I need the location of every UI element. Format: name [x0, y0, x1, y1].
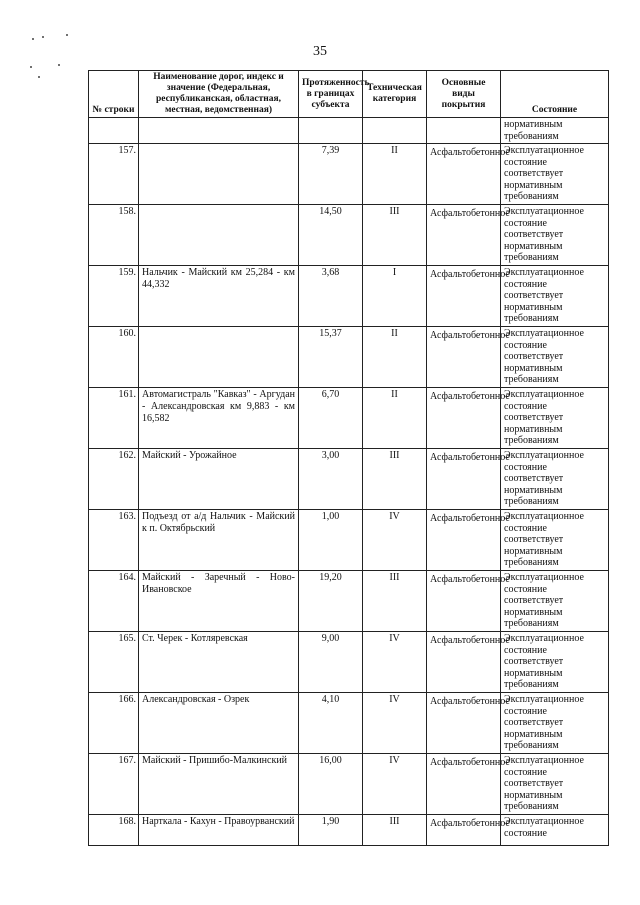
road-surface: Асфальтобетонное	[427, 571, 501, 632]
road-length: 6,70	[299, 388, 363, 449]
road-length: 14,50	[299, 205, 363, 266]
header-row-number: № строки	[89, 71, 139, 118]
road-category: I	[363, 266, 427, 327]
road-category: III	[363, 449, 427, 510]
road-surface: Асфальтобетонное	[427, 388, 501, 449]
table-header-row	[89, 71, 609, 118]
road-name: Александровская - Озрек	[139, 693, 299, 754]
carry-over-row	[89, 118, 609, 144]
road-state: Эксплуатационное состояние соответствует нормативным требованиям	[501, 144, 609, 205]
table-row	[89, 266, 609, 327]
road-category: II	[363, 144, 427, 205]
road-category: IV	[363, 632, 427, 693]
road-state: Эксплуатационное состояние соответствует нормативным требованиям	[501, 205, 609, 266]
table-row	[89, 754, 609, 815]
road-state: Эксплуатационное состояние соответствует нормативным требованиям	[501, 632, 609, 693]
row-number: 160.	[89, 327, 139, 388]
table-row	[89, 144, 609, 205]
road-name: Ст. Черек - Котляревская	[139, 632, 299, 693]
road-state: Эксплуатационное состояние соответствует нормативным требованиям	[501, 449, 609, 510]
row-number: 166.	[89, 693, 139, 754]
road-surface: Асфальтобетонное	[427, 510, 501, 571]
carry-over-state: нормативным требованиям	[501, 118, 609, 144]
road-surface: Асфальтобетонное	[427, 693, 501, 754]
scan-specks	[28, 30, 88, 90]
road-length: 16,00	[299, 754, 363, 815]
road-category: III	[363, 205, 427, 266]
header-surface: Основные виды покрытия	[427, 71, 501, 118]
road-length: 4,10	[299, 693, 363, 754]
road-state: Эксплуатационное состояние	[501, 815, 609, 846]
table-row	[89, 510, 609, 571]
row-number: 159.	[89, 266, 139, 327]
road-name	[139, 205, 299, 266]
road-name: Подъезд от а/д Нальчик - Майский к п. Октябрьский	[139, 510, 299, 571]
road-length: 1,00	[299, 510, 363, 571]
road-category: II	[363, 388, 427, 449]
table-row	[89, 693, 609, 754]
road-category: IV	[363, 754, 427, 815]
road-name: Майский - Заречный - Ново-Ивановское	[139, 571, 299, 632]
road-name	[139, 327, 299, 388]
row-number: 161.	[89, 388, 139, 449]
road-category: III	[363, 571, 427, 632]
road-category: IV	[363, 510, 427, 571]
road-state: Эксплуатационное состояние соответствует нормативным требованиям	[501, 388, 609, 449]
road-surface: Асфальтобетонное	[427, 327, 501, 388]
table-row	[89, 815, 609, 846]
table-row	[89, 571, 609, 632]
header-state: Состояние	[501, 71, 609, 118]
row-number: 167.	[89, 754, 139, 815]
road-length: 1,90	[299, 815, 363, 846]
table-row	[89, 449, 609, 510]
road-name: Нальчик - Майский км 25,284 - км 44,332	[139, 266, 299, 327]
table-row	[89, 327, 609, 388]
road-name: Нарткала - Кахун - Правоурванский	[139, 815, 299, 846]
road-state: Эксплуатационное состояние соответствует нормативным требованиям	[501, 266, 609, 327]
road-surface: Асфальтобетонное	[427, 144, 501, 205]
road-category: III	[363, 815, 427, 846]
page-number: 35	[313, 44, 327, 59]
road-name: Майский - Пришибо-Малкинский	[139, 754, 299, 815]
road-name: Автомагистраль "Кавказ" - Аргудан - Александровская км 9,883 - км 16,582	[139, 388, 299, 449]
road-surface: Асфальтобетонное	[427, 266, 501, 327]
header-road-name: Наименование дорог, индекс и значение (Федеральная, республиканская, областная, местная, ведомственная)	[139, 71, 299, 118]
header-category: Техническая категория	[363, 71, 427, 118]
road-state: Эксплуатационное состояние соответствует нормативным требованиям	[501, 510, 609, 571]
road-length: 3,00	[299, 449, 363, 510]
table-body	[89, 118, 609, 846]
row-number: 164.	[89, 571, 139, 632]
road-category: IV	[363, 693, 427, 754]
roads-table	[88, 70, 609, 846]
road-state: Эксплуатационное состояние соответствует нормативным требованиям	[501, 754, 609, 815]
row-number: 157.	[89, 144, 139, 205]
road-surface: Асфальтобетонное	[427, 449, 501, 510]
road-category: II	[363, 327, 427, 388]
row-number: 162.	[89, 449, 139, 510]
road-length: 3,68	[299, 266, 363, 327]
table-row	[89, 388, 609, 449]
road-state: Эксплуатационное состояние соответствует нормативным требованиям	[501, 693, 609, 754]
road-length: 9,00	[299, 632, 363, 693]
road-surface: Асфальтобетонное	[427, 754, 501, 815]
road-length: 15,37	[299, 327, 363, 388]
road-state: Эксплуатационное состояние соответствует нормативным требованиям	[501, 327, 609, 388]
row-number: 165.	[89, 632, 139, 693]
road-surface: Асфальтобетонное	[427, 205, 501, 266]
header-length: Протяженность в границах субъекта	[299, 71, 363, 118]
road-surface: Асфальтобетонное	[427, 632, 501, 693]
row-number: 168.	[89, 815, 139, 846]
row-number: 158.	[89, 205, 139, 266]
table-row	[89, 632, 609, 693]
row-number: 163.	[89, 510, 139, 571]
road-name	[139, 144, 299, 205]
road-name: Майский - Урожайное	[139, 449, 299, 510]
road-length: 19,20	[299, 571, 363, 632]
road-state: Эксплуатационное состояние соответствует нормативным требованиям	[501, 571, 609, 632]
road-length: 7,39	[299, 144, 363, 205]
table-row	[89, 205, 609, 266]
road-surface: Асфальтобетонное	[427, 815, 501, 846]
